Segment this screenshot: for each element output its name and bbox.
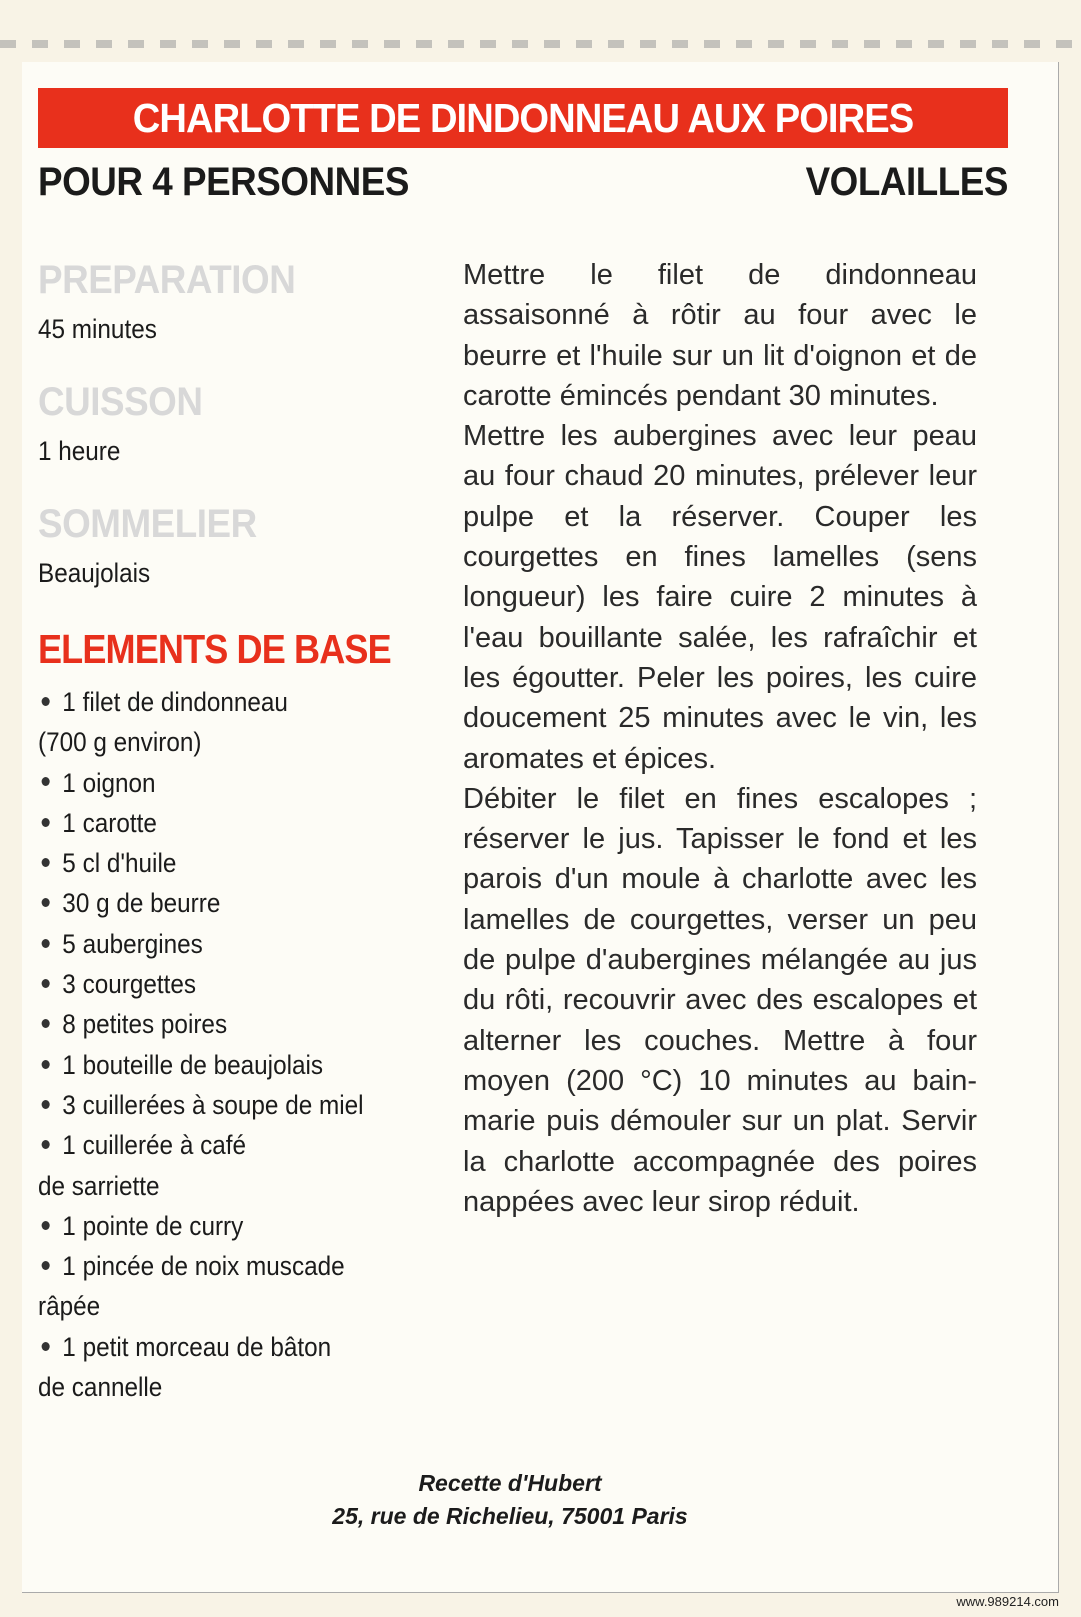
bullet-icon bbox=[42, 1221, 50, 1230]
bullet-icon bbox=[42, 1019, 50, 1028]
ingredient-item bbox=[38, 1246, 407, 1286]
ingredient-item bbox=[38, 964, 407, 1004]
elements-heading: ELEMENTS DE BASE bbox=[38, 626, 391, 672]
ingredient-list bbox=[38, 682, 448, 1407]
preparation-label: PREPARATION bbox=[38, 258, 296, 302]
ingredient-text: 1 petit morceau de bâton bbox=[62, 1331, 332, 1362]
ingredient-continuation: râpée bbox=[38, 1291, 101, 1322]
ingredient-item bbox=[38, 1085, 407, 1125]
ingredient-text: 3 cuillerées à soupe de miel bbox=[62, 1089, 364, 1120]
ingredient-text: 3 courgettes bbox=[62, 969, 197, 1000]
instruction-paragraph: Débiter le filet en fines escalopes ; réserver le jus. Tapisser le fond et les parois d'un moule à charlotte avec les lamelles de courgettes, verser un peu de pulpe d'aubergines mélangée au jus du rôti, recouvrir avec des escalopes et alterner les couches. Mettre à four moyen (200 °C) 10 minutes au bain-marie puis démouler sur un plat. Servir la charlotte accompagnée des poires nappées avec leur sirop réduit. bbox=[463, 782, 977, 1218]
ingredient-continuation: de sarriette bbox=[38, 1170, 160, 1201]
ingredient-text: 1 pincée de noix muscade bbox=[62, 1251, 345, 1282]
ingredient-text: 1 filet de dindonneau bbox=[62, 687, 288, 717]
ingredient-item bbox=[38, 1206, 407, 1246]
signature-address: 25, rue de Richelieu, 75001 Paris bbox=[332, 1503, 688, 1529]
bullet-icon bbox=[42, 1100, 50, 1109]
ingredient-continuation: de cannelle bbox=[38, 1372, 163, 1403]
ingredient-text: 8 petites poires bbox=[62, 1009, 228, 1040]
watermark: www.989214.com bbox=[956, 1594, 1059, 1609]
ingredient-continuation: (700 g environ) bbox=[38, 727, 202, 758]
servings: POUR 4 PERSONNES bbox=[38, 160, 409, 204]
recipe-title: CHARLOTTE DE DINDONNEAU AUX POIRES bbox=[132, 95, 914, 141]
preparation-value: 45 minutes bbox=[38, 314, 157, 344]
bullet-icon bbox=[42, 1060, 50, 1069]
ingredient-text: 5 cl d'huile bbox=[62, 848, 177, 879]
ingredient-item bbox=[38, 1004, 407, 1044]
cuisson-label: CUISSON bbox=[38, 380, 203, 424]
ingredient-item bbox=[38, 1045, 407, 1085]
ingredient-item bbox=[38, 843, 407, 883]
instructions bbox=[463, 255, 977, 1222]
ingredient-text: 1 oignon bbox=[62, 767, 156, 798]
ingredient-item bbox=[38, 763, 407, 803]
ingredient-item bbox=[38, 682, 407, 722]
ingredient-text: 30 g de beurre bbox=[62, 888, 221, 919]
cuisson-value: 1 heure bbox=[38, 436, 121, 466]
ingredient-text: 1 carotte bbox=[62, 807, 157, 838]
bullet-icon bbox=[42, 818, 50, 827]
ingredient-text: 1 pointe de curry bbox=[62, 1210, 244, 1241]
sommelier-label: SOMMELIER bbox=[38, 502, 257, 546]
bullet-icon bbox=[42, 697, 50, 706]
bullet-icon bbox=[42, 1261, 50, 1270]
bullet-icon bbox=[42, 858, 50, 867]
instruction-paragraph: Mettre le filet de dindonneau assaisonné à rôtir au four avec le beurre et l'huile sur un lit d'oignon et de carotte émincés pendant 30 minutes. bbox=[463, 259, 977, 412]
perforation-edge bbox=[0, 40, 1081, 48]
bullet-icon bbox=[42, 777, 50, 786]
bullet-icon bbox=[42, 898, 50, 907]
bullet-icon bbox=[42, 939, 50, 948]
sommelier-value: Beaujolais bbox=[38, 558, 151, 588]
signature-name: Recette d'Hubert bbox=[418, 1470, 602, 1496]
ingredient-item bbox=[38, 924, 407, 964]
instruction-paragraph: Mettre les aubergines avec leur peau au four chaud 20 minutes, prélever leur pulpe et la réserver. Couper les courgettes en fines lamelles (sens longueur) les faire cuire 2 minutes à l'eau bouillante salée, les rafraîchir et les égoutter. Peler les poires, les cuire doucement 25 minutes avec le vin, les aromates et épices. bbox=[463, 420, 977, 775]
ingredient-item bbox=[38, 1327, 407, 1367]
ingredient-text: 1 cuillerée à café bbox=[62, 1130, 247, 1161]
ingredient-item bbox=[38, 1125, 407, 1165]
bullet-icon bbox=[42, 1140, 50, 1149]
ingredient-item bbox=[38, 803, 407, 843]
bullet-icon bbox=[42, 979, 50, 988]
ingredient-item bbox=[38, 883, 407, 923]
bullet-icon bbox=[42, 1342, 50, 1351]
ingredient-text: 5 aubergines bbox=[62, 928, 203, 959]
ingredient-text: 1 bouteille de beaujolais bbox=[62, 1049, 324, 1080]
category: VOLAILLES bbox=[805, 160, 1008, 204]
